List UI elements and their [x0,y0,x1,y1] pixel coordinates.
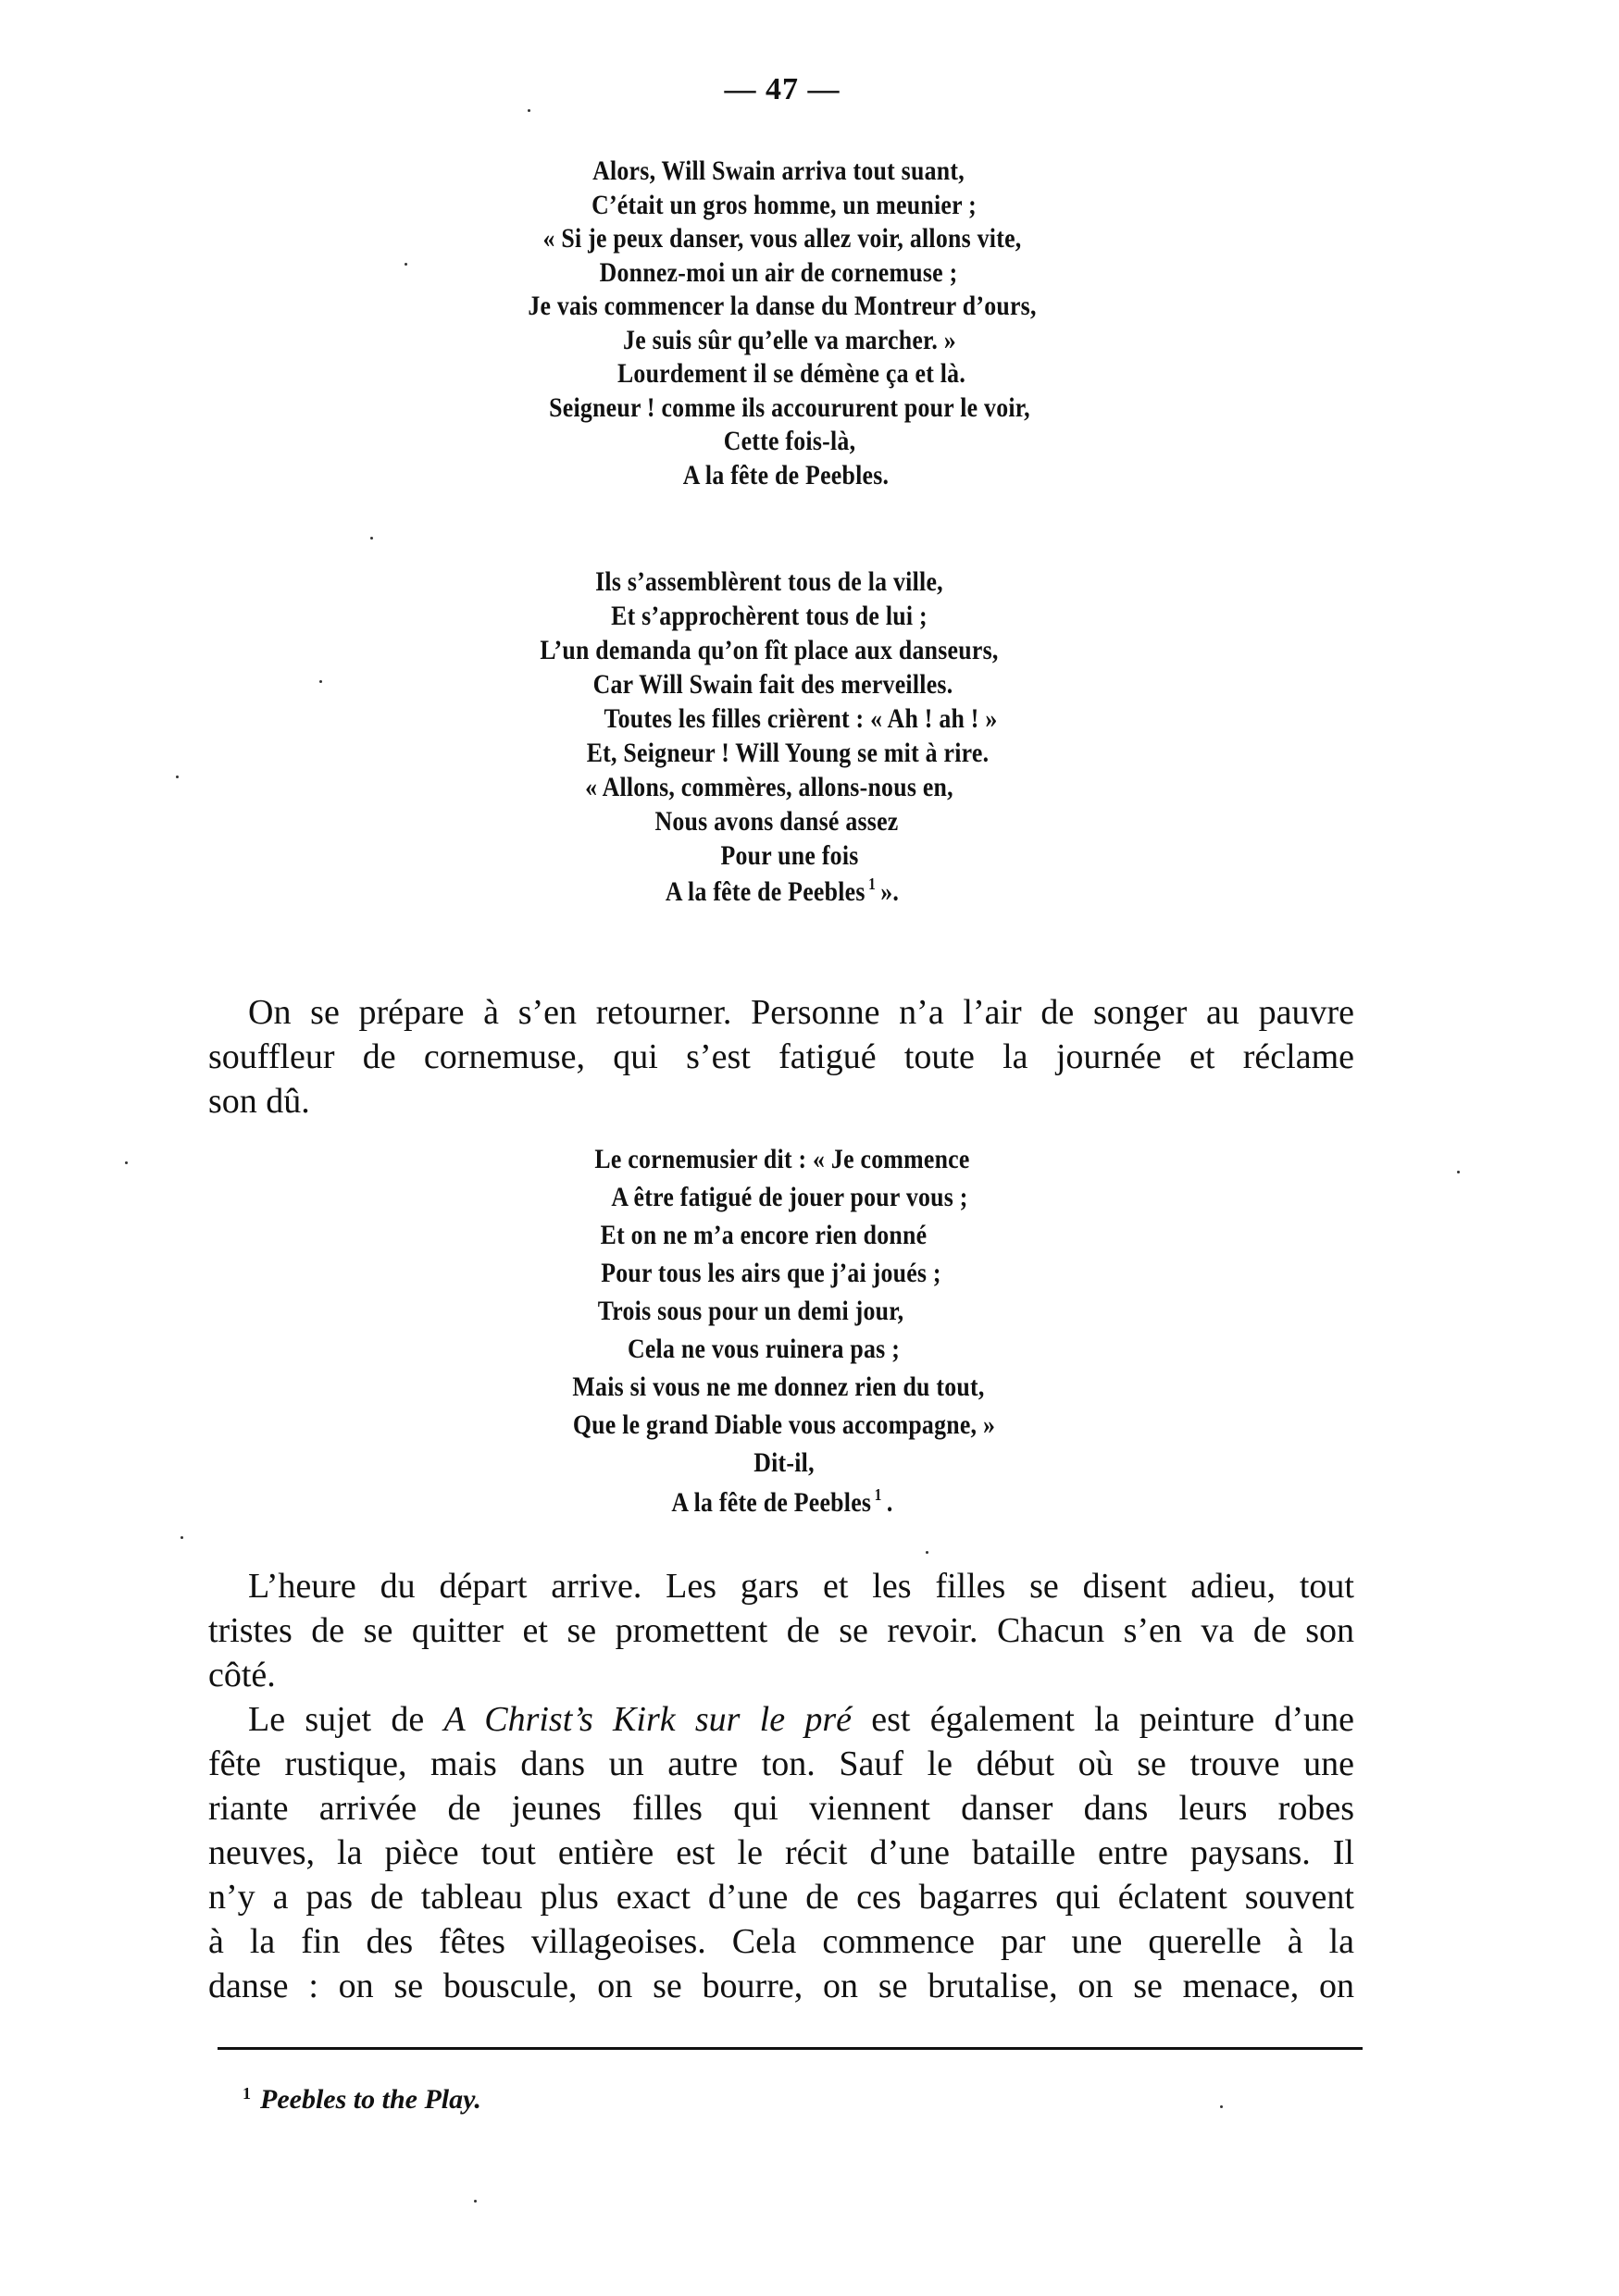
verse-text: A la fête de Peebles [665,876,866,907]
scan-speck [926,1551,928,1554]
prose-line: fête rustique, mais dans un autre ton. Sauf le début où se trouve une [208,1744,1354,1783]
verse-line: Mais si vous ne me donnez rien du tout, [572,1371,985,1402]
footnote-reference[interactable]: 1 [868,875,877,893]
scan-speck [125,1161,128,1164]
scan-speck [176,776,179,778]
footnote-text: Peebles to the Play. [260,2084,481,2115]
scan-speck [528,109,530,112]
verse-line: A la fête de Peebles. [682,460,890,490]
verse-text: . [886,1487,893,1518]
scan-speck [1220,2105,1223,2108]
prose-line: riante arrivée de jeunes filles qui viennent danser dans leurs robes [208,1789,1354,1828]
prose-text: est également la peinture d’une [852,1700,1355,1739]
scan-speck [319,680,322,683]
footnote-marker: 1 [243,2084,251,2103]
verse-line: Ils s’assemblèrent tous de la ville, [595,566,943,597]
page-number: — 47 — [724,72,841,106]
verse-line [109,875,1454,908]
work-title-italic: A Christ’s Kirk sur le pré [443,1700,852,1739]
verse-line: « Allons, commères, allons-nous en, [585,772,953,802]
prose-line: côté. [208,1656,276,1694]
verse-line: Alors, Will Swain arriva tout suant, [592,155,965,186]
verse-line: Pour une fois [720,840,859,871]
verse-line: Et on ne m’a encore rien donné [600,1220,928,1250]
scan-speck [1457,1171,1460,1173]
prose-text: Le sujet de [248,1700,444,1739]
verse-line: Et, Seigneur ! Will Young se mit à rire. [586,738,990,768]
prose-line: L’heure du départ arrive. Les gars et les filles se disent adieu, tout [248,1567,1354,1606]
prose-line: n’y a pas de tableau plus exact d’une de ces bagarres qui éclatent souvent [208,1878,1354,1917]
scan-speck [474,2200,477,2203]
prose-line: tristes de se quitter et se promettent de se revoir. Chacun s’en va de son [208,1611,1354,1650]
footnote-divider [218,2047,1363,2050]
verse-text: ». [880,876,900,907]
prose-line: On se prépare à s’en retourner. Personne n’a l’air de songer au pauvre [248,993,1354,1032]
verse-line: Toutes les filles crièrent : « Ah ! ah ! » [604,703,998,734]
prose-line: danse : on se bouscule, on se bourre, on se brutalise, on se menace, on [208,1967,1354,2005]
verse-line: Car Will Swain fait des merveilles. [592,669,953,700]
prose-line: à la fin des fêtes villageoises. Cela commence par une querelle à la [208,1922,1354,1961]
verse-line [109,1485,1454,1519]
prose-paragraph-1 [208,990,1354,1123]
verse-line: Seigneur ! comme ils accoururent pour le voir, [549,392,1030,423]
verse-line: Dit-il, [753,1447,815,1478]
verse-line: Cela ne vous ruinera pas ; [627,1334,901,1364]
footnote [243,2084,481,2116]
verse-line: Je suis sûr qu’elle va marcher. » [623,325,956,355]
verse-line: L’un demanda qu’on fît place aux danseurs, [540,635,999,665]
verse-line: Que le grand Diable vous accompagne, » [572,1409,996,1440]
verse-line: Lourdement il se démène ça et là. [616,358,966,389]
scan-speck [181,1536,183,1539]
prose-paragraph-2 [208,1564,1354,1697]
verse-line: Le cornemusier dit : « Je commence [594,1144,970,1174]
scan-speck [370,537,373,540]
prose-paragraph-3 [208,1697,1354,2008]
prose-line [208,1697,1354,1742]
footnote-reference[interactable]: 1 [874,1485,882,1504]
scan-speck [405,263,407,266]
verse-text: A la fête de Peebles [671,1487,872,1518]
verse-line: Pour tous les airs que j’ai joués ; [601,1258,941,1288]
verse-line: « Si je peux danser, vous allez voir, allons vite, [542,223,1022,254]
prose-line: son dû. [208,1082,310,1121]
verse-line: C’était un gros homme, un meunier ; [592,190,977,220]
verse-line: Trois sous pour un demi jour, [597,1296,904,1326]
prose-line: neuves, la pièce tout entière est le récit d’une bataille entre paysans. Il [208,1833,1354,1872]
verse-line: Je vais commencer la danse du Montreur d’ours, [528,291,1037,321]
verse-line: A être fatigué de jouer pour vous ; [611,1182,968,1212]
verse-line: Cette fois-là, [723,426,856,456]
verse-line: Nous avons dansé assez [654,806,899,837]
prose-line: souffleur de cornemuse, qui s’est fatigué toute la journée et réclame [208,1037,1354,1076]
verse-line: Et s’approchèrent tous de lui ; [611,601,928,631]
verse-line: Donnez-moi un air de cornemuse ; [599,257,958,288]
